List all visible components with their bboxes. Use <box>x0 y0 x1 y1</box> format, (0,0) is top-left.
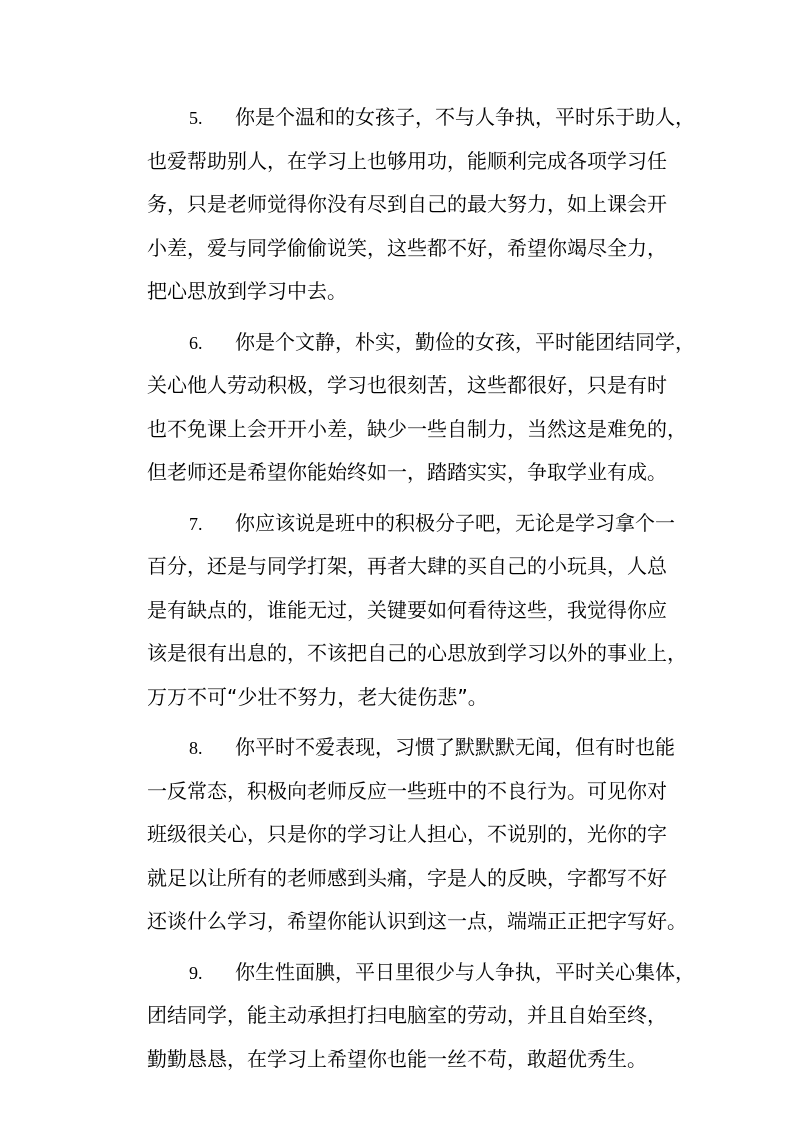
paragraph-text-line: 勤勤恳恳，在学习上希望你也能一丝不苟，敢超优秀生。 <box>147 1046 647 1071</box>
paragraph-text-line: 就足以让所有的老师感到头痛，字是人的反映，字都写不好 <box>147 865 667 890</box>
paragraph-first-line <box>147 951 695 995</box>
paragraph-text-line: 该是很有出息的，不该把自己的心思放到学习以外的事业上， <box>147 641 687 665</box>
paragraph-text-line: 也爱帮助别人，在学习上也够用功，能顺利完成各项学习任 <box>147 148 667 173</box>
paragraph-text-line: 班级很关心，只是你的学习让人担心，不说别的，光你的字 <box>147 822 667 846</box>
paragraph-text-line: 你应该说是班中的积极分子吧，无论是学习拿个一 <box>235 510 675 535</box>
paragraph-first-line <box>147 502 675 546</box>
paragraph-first-line <box>147 726 675 770</box>
paragraph-number: 6. <box>189 332 203 353</box>
paragraph-text-line: 关心他人劳动积极，学习也很刻苦，这些都很好，只是有时 <box>147 373 667 397</box>
paragraph-first-line <box>147 321 695 365</box>
paragraph-text-line: 把心思放到学习中去。 <box>147 279 347 303</box>
paragraph-text-line: 是有缺点的，谁能无过，关键要如何看待这些，我觉得你应 <box>147 597 667 622</box>
comment-paragraph-9 <box>147 951 695 1082</box>
paragraph-text-line: 一反常态，积极向老师反应一些班中的不良行为。可见你对 <box>147 778 667 803</box>
paragraph-text-line: 你是个温和的女孩子，不与人争执，平时乐于助人， <box>235 105 695 129</box>
comment-paragraph-6 <box>147 321 695 495</box>
paragraph-number: 5. <box>189 108 203 128</box>
paragraph-text-line: 你平时不爱表现，习惯了默默默无闻，但有时也能 <box>235 735 675 759</box>
paragraph-text-line: 百分，还是与同学打架，再者大肆的买自己的小玩具，人总 <box>147 554 667 578</box>
paragraph-text-line: 团结同学，能主动承担打扫电脑室的劳动，并且自始至终， <box>147 1003 667 1027</box>
comment-paragraph-8 <box>147 726 687 944</box>
comment-paragraph-5 <box>147 96 695 314</box>
paragraph-first-line <box>147 96 695 140</box>
comment-paragraph-7 <box>147 502 687 720</box>
paragraph-number: 9. <box>189 962 203 983</box>
paragraph-text-line: 也不免课上会开开小差，缺少一些自制力，当然这是难免的， <box>147 416 687 441</box>
paragraph-text-line: 你生性面腆，平日里很少与人争执，平时关心集体， <box>235 959 695 984</box>
paragraph-text-line: 小差，爱与同学偷偷说笑，这些都不好，希望你竭尽全力， <box>147 235 667 260</box>
paragraph-text-line: 务，只是老师觉得你没有尽到自己的最大努力，如上课会开 <box>147 192 667 216</box>
paragraph-text-line: 但老师还是希望你能始终如一，踏踏实实，争取学业有成。 <box>147 460 667 484</box>
paragraph-text-line: 万万不可“少壮不努力，老大徒伤悲”。 <box>147 684 488 709</box>
paragraph-number: 7. <box>189 513 203 534</box>
paragraph-number: 8. <box>189 738 203 758</box>
paragraph-text-line: 还谈什么学习，希望你能认识到这一点，端端正正把字写好。 <box>147 909 687 933</box>
document-body <box>147 96 695 1088</box>
paragraph-text-line: 你是个文静，朴实，勤俭的女孩，平时能团结同学， <box>235 329 695 354</box>
